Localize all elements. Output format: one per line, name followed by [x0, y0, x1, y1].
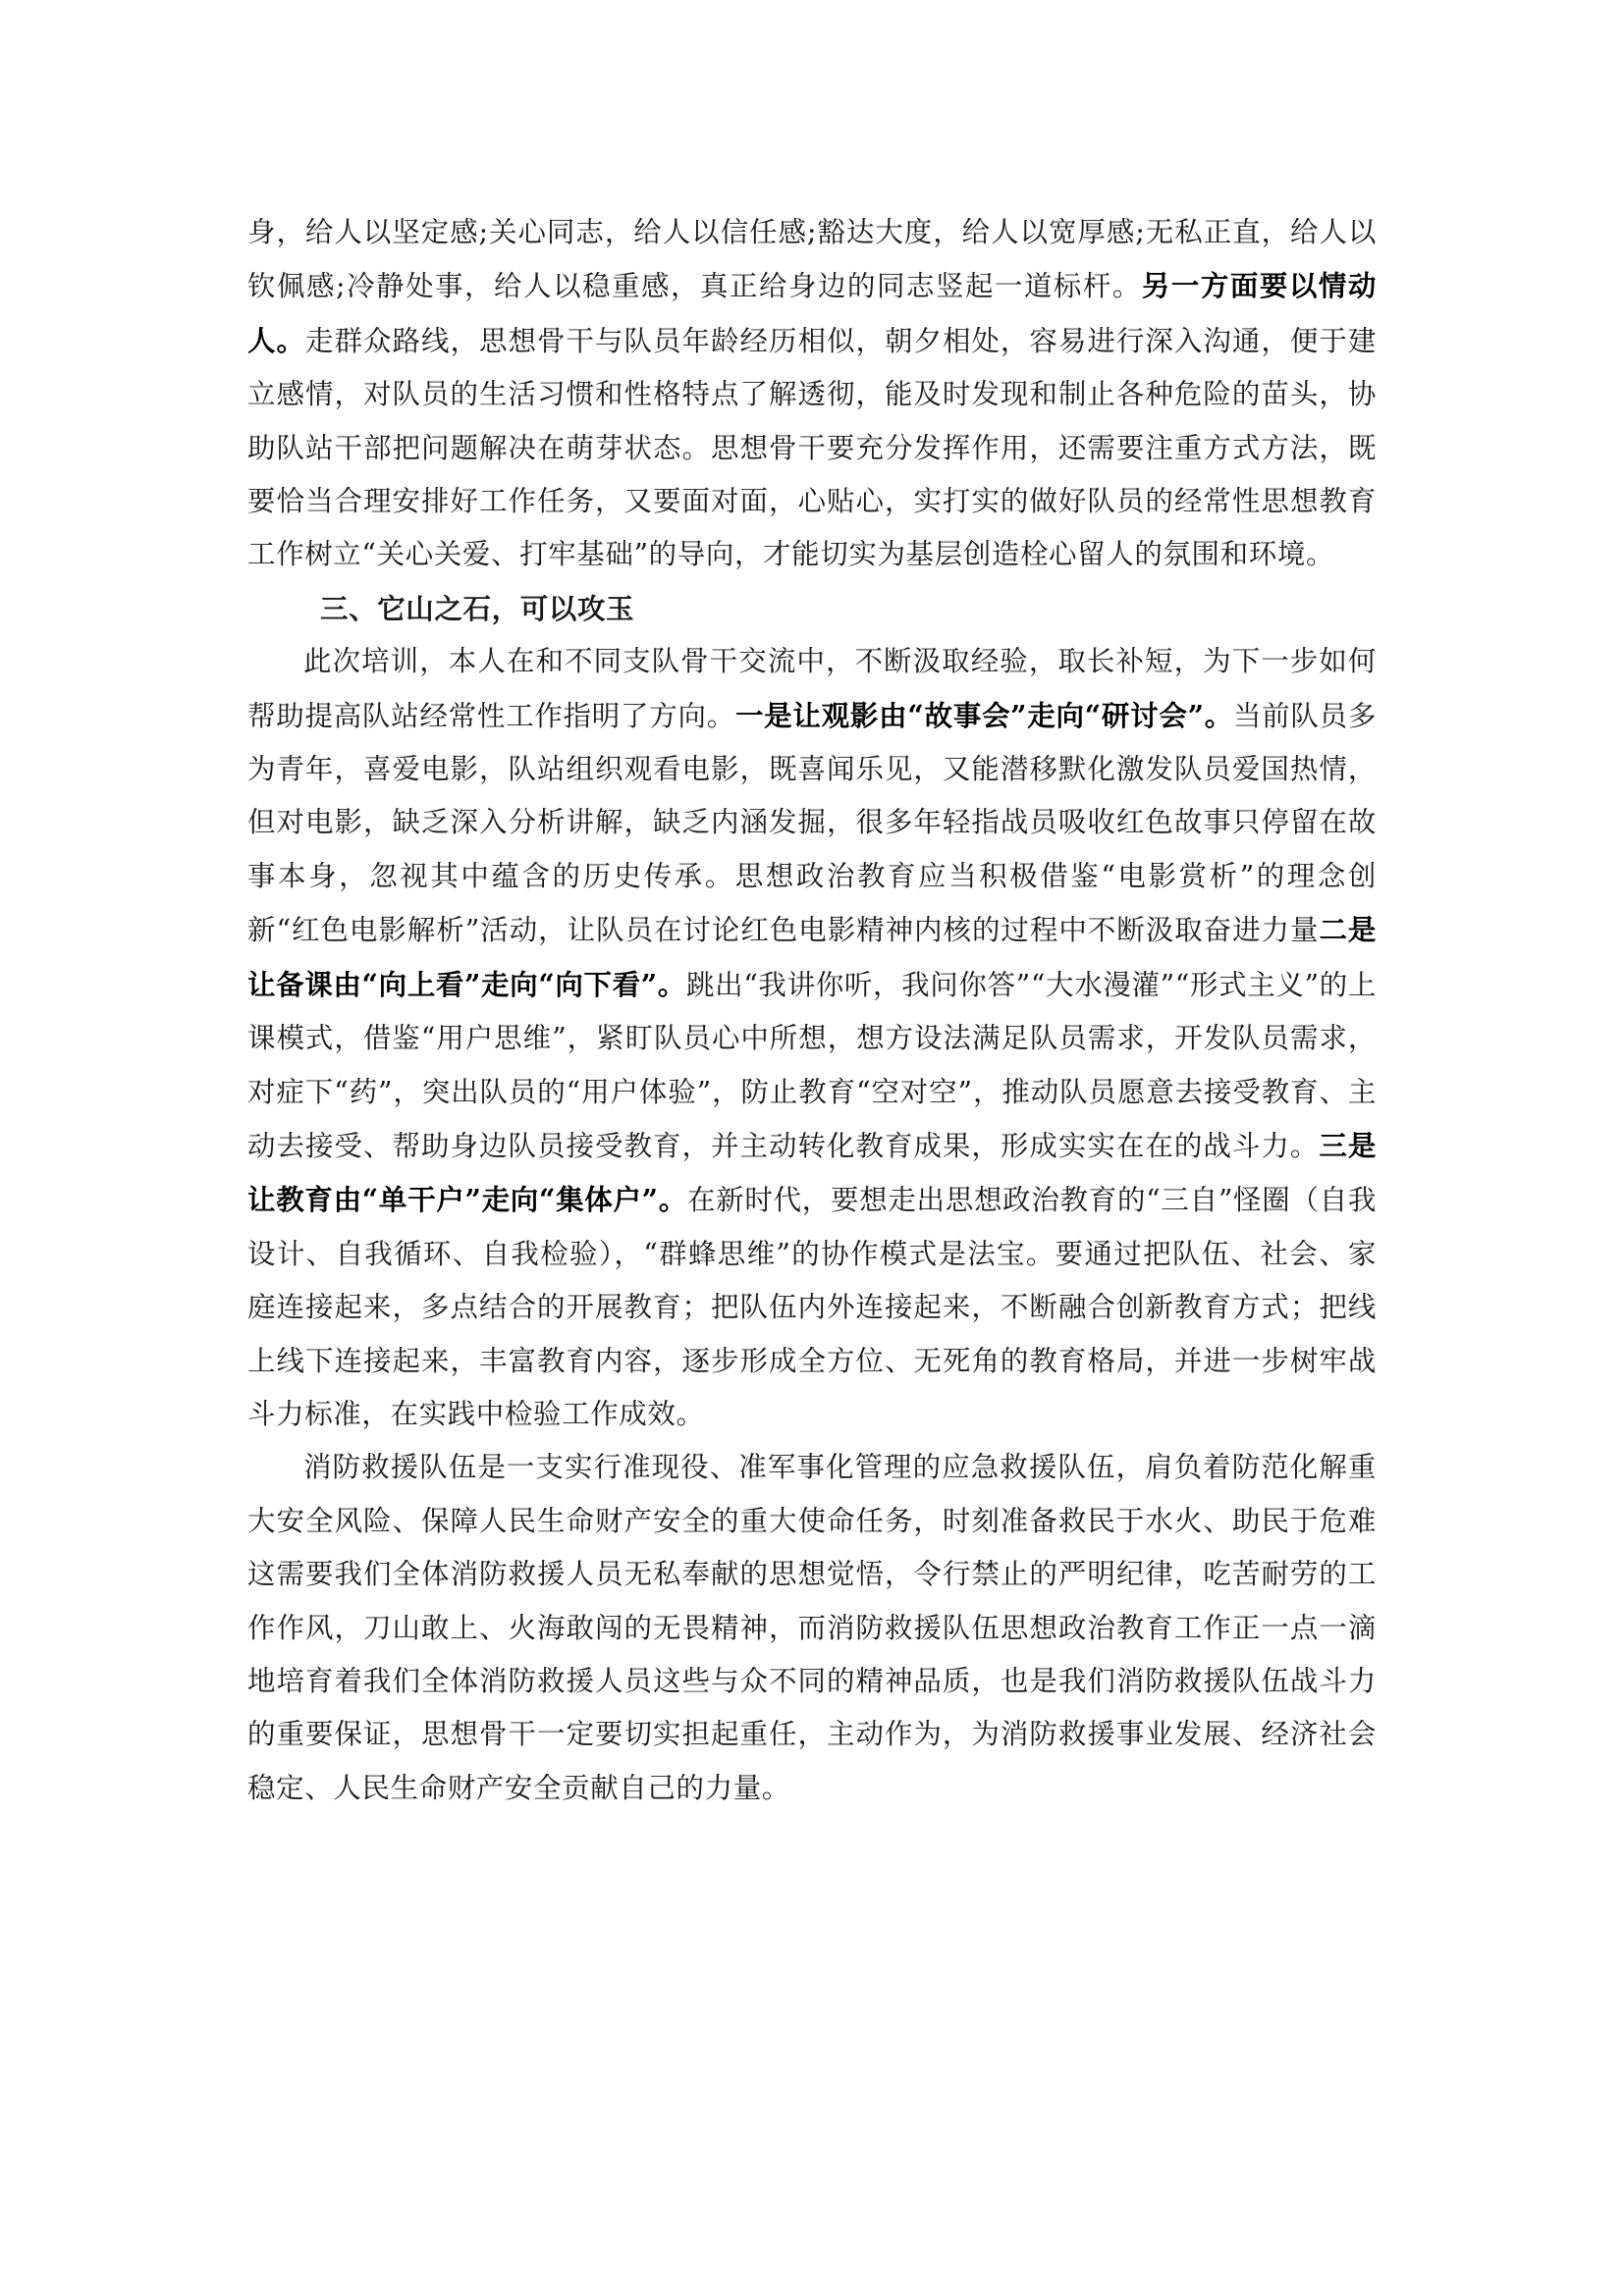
paragraph-experience — [247, 635, 1377, 1441]
paragraph-text: 当前队员多为青年，喜爱电影，队站组织观看电影，既喜闻乐见，又能潜移默化激发队员爱国热情，但对电影，缺乏深入分析讲解，缺乏内涵发掘，很多年轻指战员吸收红色故事只停留在故事本身，忽视其中蕴含的历史传承。思想政治教育应当积极借鉴“电影赏析”的理念创新“红色电影解析”活动，让队员在讨论红色电影精神内核的过程中不断汲取奋进力量 — [247, 699, 1377, 947]
paragraph-text: 身，给人以坚定感;关心同志，给人以信任感;豁达大度，给人以宽厚感;无私正直，给人以钦佩感;冷静处事，给人以稳重感，真正给身边的同志竖起一道标杆。 — [247, 216, 1377, 303]
paragraph-text: 跳出“我讲你听，我问你答”“大水漫灌”“形式主义”的上课模式，借鉴“用户思维”，紧盯队员心中所想，想方设法满足队员需求，开发队员需求，对症下“药”，突出队员的“用户体验”，防止教育“空对空”，推动队员愿意去接受教育、主动去接受、帮助身边队员接受教育，并主动转化教育成果，形成实实在在的战斗力。 — [247, 968, 1377, 1162]
document-page — [247, 206, 1377, 1815]
bold-point-two: 二是让备课由“向上看”走向“向下看”。 — [247, 913, 1377, 1001]
paragraph-text: 此次培训，本人在和不同支队骨干交流中，不断汲取经验，取长补短，为下一步如何帮助提高队站经常性工作指明了方向。 — [247, 645, 1377, 732]
bold-point-emotion: 另一方面要以情动人。 — [247, 269, 1377, 357]
paragraph-leadership — [247, 206, 1377, 582]
section-heading: 三、它山之石，可以攻玉 — [320, 591, 635, 625]
paragraph-text: 消防救援队伍是一支实行准现役、准军事化管理的应急救援队伍，肩负着防范化解重大安全风险、保障人民生命财产安全的重大使命任务，时刻准备救民于水火、助民于危难这需要我们全体消防救援人员无私奉献的思想觉悟，令行禁止的严明纪律，吃苦耐劳的工作作风，刀山敢上、火海敢闯的无畏精神，而消防救援队伍思想政治教育工作正一点一滴地培育着我们全体消防救援人员这些与众不同的精神品质，也是我们消防救援队伍战斗力的重要保证，思想骨干一定要切实担起重任，主动作为，为消防救援事业发展、经济社会稳定、人民生命财产安全贡献自己的力量。 — [247, 1451, 1377, 1804]
paragraph-text: 走群众路线，思想骨干与队员年龄经历相似，朝夕相处，容易进行深入沟通，便于建立感情，对队员的生活习惯和性格特点了解透彻，能及时发现和制止各种危险的苗头，协助队站干部把问题解决在萌芽状态。思想骨干要充分发挥作用，还需要注重方式方法，既要恰当合理安排好工作任务，又要面对面，心贴心，实打实的做好队员的经常性思想教育工作树立“关心关爱、打牢基础”的导向，才能切实为基层创造栓心留人的氛围和环境。 — [247, 324, 1378, 571]
bold-point-one: 一是让观影由“故事会”走向“研讨会”。 — [734, 698, 1233, 732]
paragraph-text: 在新时代，要想走出思想政治教育的“三自”怪圈（自我设计、自我循环、自我检验），“群蜂思维”的协作模式是法宝。要通过把队伍、社会、家庭连接起来，多点结合的开展教育；把队伍内外连接起来，不断融合创新教育方式；把线上线下连接起来，丰富教育内容，逐步形成全方位、无死角的教育格局，并进一步树牢战斗力标准，在实践中检验工作成效。 — [247, 1184, 1377, 1430]
bold-point-three: 三是让教育由“单干户”走向“集体户”。 — [247, 1128, 1378, 1217]
paragraph-conclusion — [247, 1441, 1377, 1815]
